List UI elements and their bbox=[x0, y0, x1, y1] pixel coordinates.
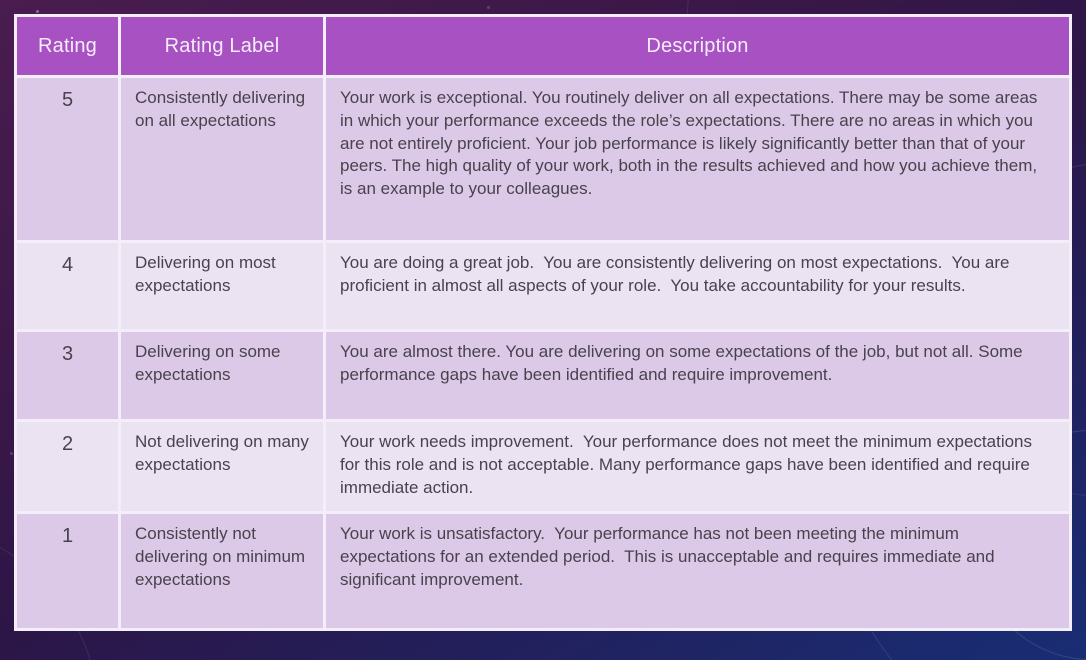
rating-table bbox=[14, 14, 1072, 631]
column-header-rating-label: Rating Label bbox=[121, 17, 323, 75]
rating-table-header bbox=[17, 17, 1069, 75]
rating-value: 1 bbox=[17, 514, 118, 628]
table-row-rating-1 bbox=[17, 514, 1069, 628]
rating-label: Consistently not delivering on minimum expectations bbox=[121, 514, 323, 628]
rating-value: 5 bbox=[17, 78, 118, 240]
rating-description: Your work is unsatisfactory. Your performance has not been meeting the minimum expectations for an extended period. This is unacceptable and requires immediate and significant improvement. bbox=[326, 514, 1069, 628]
rating-table-container bbox=[14, 14, 1072, 631]
decorative-speck bbox=[10, 452, 13, 455]
rating-label: Delivering on most expectations bbox=[121, 243, 323, 329]
rating-description: Your work is exceptional. You routinely deliver on all expectations. There may be some areas in which your performance exceeds the role’s expectations. There are no areas in which you are not entirely proficient. Your job performance is likely significantly better than that of your peers. The high quality of your work, both in the results achieved and how you achieve them, is an example to your colleagues. bbox=[326, 78, 1069, 240]
rating-table-body bbox=[17, 78, 1069, 628]
rating-description: You are doing a great job. You are consistently delivering on most expectations. You are proficient in almost all aspects of your role. You take accountability for your results. bbox=[326, 243, 1069, 329]
column-header-rating: Rating bbox=[17, 17, 118, 75]
rating-label: Delivering on some expectations bbox=[121, 332, 323, 419]
header-row bbox=[17, 17, 1069, 75]
table-row-rating-2 bbox=[17, 422, 1069, 511]
table-row-rating-5 bbox=[17, 78, 1069, 240]
rating-description: You are almost there. You are delivering on some expectations of the job, but not all. Some performance gaps have been identified and require improvement. bbox=[326, 332, 1069, 419]
rating-description: Your work needs improvement. Your performance does not meet the minimum expectations for this role and is not acceptable. Many performance gaps have been identified and require immediate action. bbox=[326, 422, 1069, 511]
column-header-description: Description bbox=[326, 17, 1069, 75]
rating-label: Not delivering on many expectations bbox=[121, 422, 323, 511]
table-row-rating-4 bbox=[17, 243, 1069, 329]
rating-label: Consistently delivering on all expectations bbox=[121, 78, 323, 240]
decorative-speck bbox=[487, 6, 490, 9]
decorative-speck bbox=[36, 10, 39, 13]
table-row-rating-3 bbox=[17, 332, 1069, 419]
rating-value: 3 bbox=[17, 332, 118, 419]
rating-value: 2 bbox=[17, 422, 118, 511]
rating-value: 4 bbox=[17, 243, 118, 329]
